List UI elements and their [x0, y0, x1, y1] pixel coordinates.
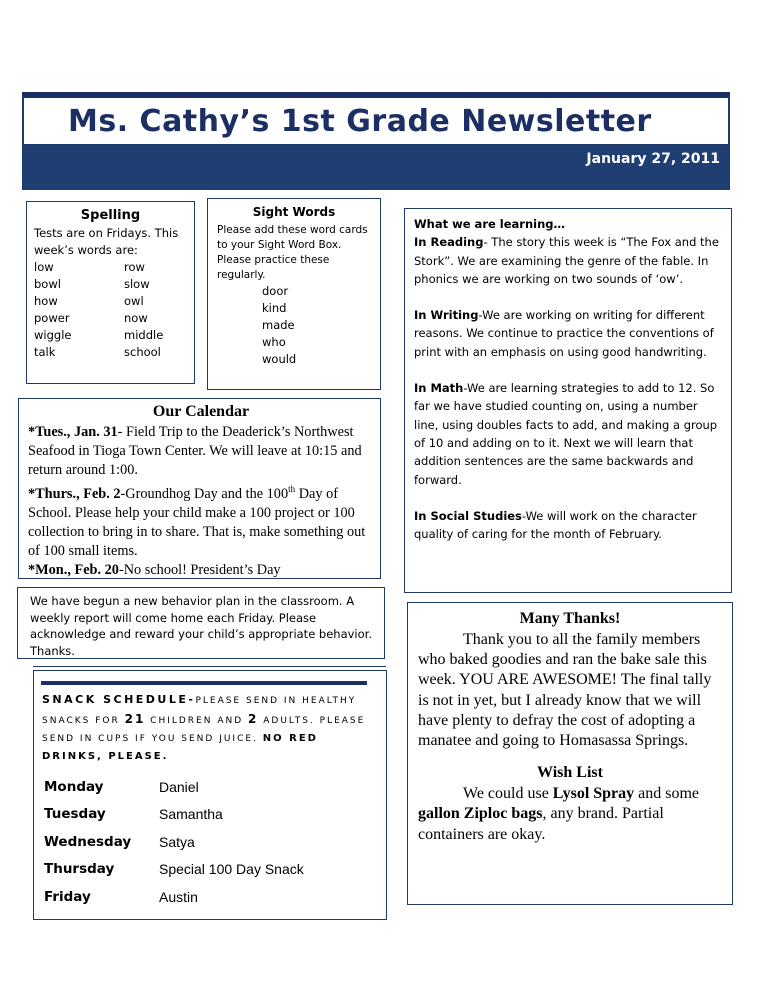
- snack-row: Wednesday Satya: [44, 833, 195, 850]
- snack-row: Thursday Special 100 Day Snack: [44, 861, 304, 878]
- behavior-box: [17, 587, 385, 659]
- calendar-entry: *Thurs., Feb. 2-Groundhog Day and the 100th Day of School. Please help your child make a 100 project or 100 collection to bring in to share. That is, make something out of 100 small items.: [28, 484, 366, 559]
- spelling-word: now: [124, 311, 148, 325]
- spelling-word-list: [27, 259, 194, 361]
- spelling-word: school: [124, 345, 161, 359]
- newsletter-date: January 27, 2011: [586, 151, 720, 167]
- spelling-word: owl: [124, 294, 144, 308]
- snack-table: [44, 773, 304, 911]
- sight-word: made: [262, 318, 295, 332]
- sight-word: who: [262, 335, 286, 349]
- sight-word: kind: [262, 301, 287, 315]
- spelling-word: low: [34, 260, 54, 274]
- spelling-word: wiggle: [34, 328, 72, 342]
- calendar-heading: Our Calendar: [152, 403, 250, 420]
- learning-reading: In Reading- The story this week is “The Fox and the Stork”. We are examining the genre of the fable. In phonics we are working on two sounds of ‘ow’.: [414, 235, 719, 286]
- behavior-text: We have begun a new behavior plan in the classroom. A weekly report will come home each Friday. Please acknowledge and reward your child’s appropriate behavior. Thanks.: [30, 594, 372, 658]
- wish-list-heading: Wish List: [537, 764, 603, 782]
- sight-word: door: [262, 284, 289, 298]
- snack-row: Friday Austin: [44, 888, 198, 905]
- snack-instructions: SNACK SCHEDULE-PLEASE SEND IN HEALTHY SNACKS FOR 21 CHILDREN AND 2 ADULTS. PLEASE SEND IN CUPS IF YOU SEND JUICE. NO RED DRINKS, PLEASE.: [42, 693, 366, 762]
- calendar-entry: *Tues., Jan. 31- Field Trip to the Deaderick’s Northwest Seafood in Tioga Town Center. We will leave at 10:15 and return around 1:00.: [28, 424, 362, 478]
- spelling-intro: Tests are on Fridays. This week’s words are:: [34, 226, 179, 257]
- learning-heading: What we are learning…: [414, 217, 566, 231]
- learning-label: In Writing: [414, 308, 479, 323]
- spelling-heading: Spelling: [80, 208, 141, 223]
- spelling-word: talk: [34, 345, 56, 359]
- learning-box: [404, 208, 732, 593]
- spelling-word: bowl: [34, 277, 61, 291]
- thanks-body: Thank you to all the family members who baked goodies and ran the bake sale this week. YOU ARE AWESOME! The final tally is not in yet, but I already know that we will have plenty to defray the cost of adopting a manatee and going to Homasassa Springs.: [418, 631, 712, 750]
- snack-divider: [33, 666, 386, 667]
- sight-word-list: [208, 283, 380, 368]
- sight-words-intro: Please add these word cards to your Sight Word Box. Please practice these regularly.: [217, 224, 368, 281]
- snack-schedule-box: [33, 670, 387, 920]
- learning-math: In Math-We are learning strategies to add to 12. So far we have studied counting on, using a number line, using doubles facts to add, and making a group of 10 and adding on to it. Next we will learn that addition sentences are the same backwards and forward.: [414, 381, 718, 487]
- newsletter-title: Ms. Cathy’s 1st Grade Newsletter: [68, 104, 652, 139]
- spelling-word: power: [34, 311, 70, 325]
- sight-words-box: [207, 198, 381, 390]
- learning-label: In Social Studies: [414, 508, 522, 523]
- learning-writing: In Writing-We are working on writing for different reasons. We continue to practice the conventions of print with an emphasis on using good handwriting.: [414, 308, 714, 359]
- sight-words-heading: Sight Words: [252, 205, 336, 219]
- spelling-word: slow: [124, 277, 150, 291]
- calendar-entry: *Mon., Feb. 20-No school! President’s Day: [28, 561, 281, 578]
- wish-list-body: We could use Lysol Spray and some gallon Ziploc bags, any brand. Partial containers are okay.: [418, 785, 700, 843]
- sight-word: would: [262, 352, 297, 366]
- title-box: [22, 92, 730, 146]
- date-band: [22, 146, 730, 190]
- spelling-word: row: [124, 260, 145, 274]
- spelling-word: middle: [124, 328, 164, 342]
- snack-accent-bar: [41, 681, 367, 685]
- spelling-box: [26, 201, 195, 384]
- thanks-heading: Many Thanks!: [519, 610, 621, 627]
- snack-row: Tuesday Samantha: [44, 806, 223, 823]
- learning-label: In Math: [414, 381, 464, 396]
- snack-row: Monday Daniel: [44, 778, 199, 795]
- learning-social-studies: In Social Studies-We will work on the character quality of caring for the month of February.: [414, 508, 697, 542]
- thanks-box: [407, 602, 733, 905]
- calendar-box: [18, 398, 381, 579]
- spelling-word: how: [34, 294, 58, 308]
- learning-label: In Reading: [414, 235, 484, 250]
